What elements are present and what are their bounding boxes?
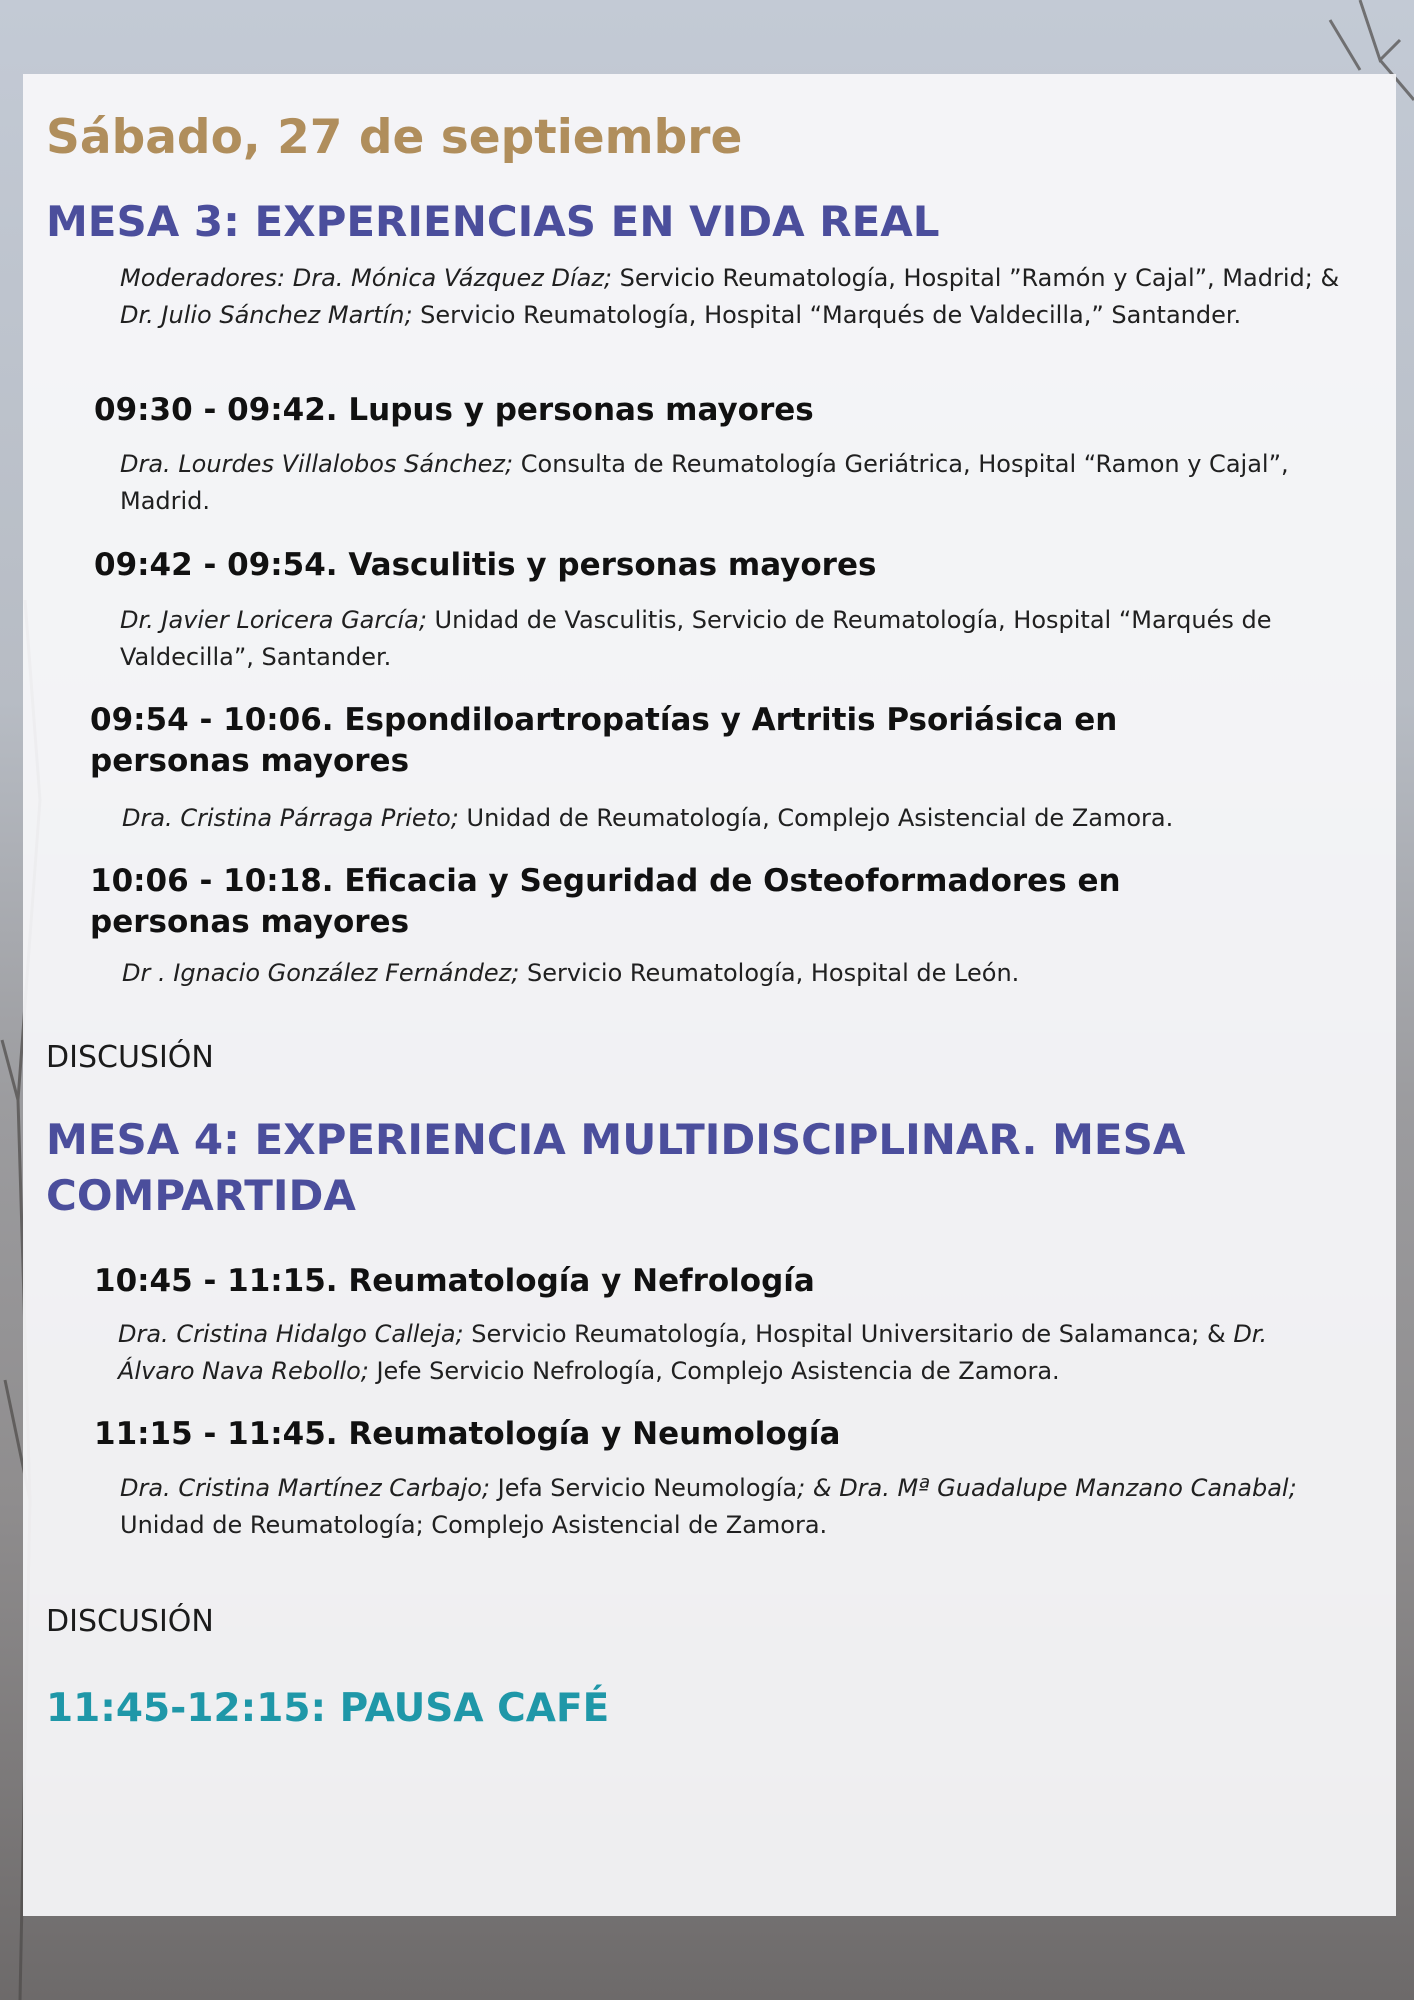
- talk-speaker: [120, 602, 1370, 676]
- speaker-affiliation: Servicio Reumatología, Hospital de León.: [519, 959, 1020, 987]
- speaker-name: Dr. Javier Loricera García;: [120, 606, 427, 634]
- coffee-break: 11:45-12:15: PAUSA CAFÉ: [46, 1686, 610, 1731]
- day-heading: Sábado, 27 de septiembre: [46, 110, 743, 165]
- speaker-name: Dra. Cristina Hidalgo Calleja;: [118, 1320, 464, 1348]
- speaker-affiliation: Consulta de Reumatología Geriátrica, Hospital “Ramon y Cajal”, Madrid.: [120, 450, 1289, 515]
- speaker-name: Dra. Cristina Martínez Carbajo;: [120, 1474, 491, 1502]
- mesa4-title: MESA 4: EXPERIENCIA MULTIDISCIPLINAR. MESA COMPARTIDA: [46, 1115, 1186, 1220]
- talk-title: 10:45 - 11:15. Reumatología y Nefrología: [94, 1263, 815, 1299]
- speaker-name: Dr . Ignacio González Fernández;: [122, 959, 520, 987]
- discussion-label: DISCUSIÓN: [46, 1040, 214, 1075]
- talk-title: 09:30 - 09:42. Lupus y personas mayores: [94, 392, 814, 428]
- discussion-label: DISCUSIÓN: [46, 1604, 214, 1639]
- speaker-affiliation: Unidad de Reumatología; Complejo Asistencial de Zamora.: [120, 1511, 828, 1539]
- talk-title: 11:15 - 11:45. Reumatología y Neumología: [94, 1416, 841, 1452]
- moderator2-affiliation: Servicio Reumatología, Hospital “Marqués de Valdecilla,” Santander.: [412, 301, 1242, 329]
- speaker-name: Dra. Cristina Párraga Prieto;: [122, 804, 459, 832]
- speaker-name: ; & Dra. Mª Guadalupe Manzano Canabal;: [797, 1474, 1297, 1502]
- talk-title: 10:06 - 10:18. Eficacia y Seguridad de Osteoformadores en personas mayores: [90, 863, 1121, 940]
- mesa3-moderators: [120, 260, 1340, 334]
- moderator2-name: Dr. Julio Sánchez Martín;: [120, 301, 413, 329]
- mesa3-title: MESA 3: EXPERIENCIAS EN VIDA REAL: [46, 197, 940, 246]
- speaker-affiliation: Jefe Servicio Nefrología, Complejo Asistencia de Zamora.: [368, 1357, 1060, 1385]
- talk-speaker: [120, 446, 1330, 520]
- talk-speaker: [122, 800, 1362, 837]
- moderator1-name: Moderadores: Dra. Mónica Vázquez Díaz;: [120, 264, 613, 292]
- speaker-affiliation: Unidad de Vasculitis, Servicio de Reumatología, Hospital “Marqués de Valdecilla”, Santander.: [120, 606, 1272, 671]
- moderator1-affiliation: Servicio Reumatología, Hospital ”Ramón y Cajal”, Madrid; &: [612, 264, 1340, 292]
- speaker-affiliation: Unidad de Reumatología, Complejo Asistencial de Zamora.: [458, 804, 1174, 832]
- talk-title: 09:54 - 10:06. Espondiloartropatías y Artritis Psoriásica en personas mayores: [90, 702, 1118, 779]
- speaker-name: Dr. Álvaro Nava Rebollo;: [118, 1320, 1268, 1385]
- talk-speakers: [118, 1316, 1308, 1390]
- speaker-affiliation: Servicio Reumatología, Hospital Universitario de Salamanca; &: [463, 1320, 1234, 1348]
- speaker-name: Dra. Lourdes Villalobos Sánchez;: [120, 450, 514, 478]
- speaker-affiliation: Jefa Servicio Neumología: [490, 1474, 798, 1502]
- talk-speakers: [120, 1470, 1310, 1544]
- program-panel: [23, 74, 1396, 1916]
- talk-title: 09:42 - 09:54. Vasculitis y personas mayores: [94, 547, 877, 583]
- talk-speaker: [122, 955, 1362, 992]
